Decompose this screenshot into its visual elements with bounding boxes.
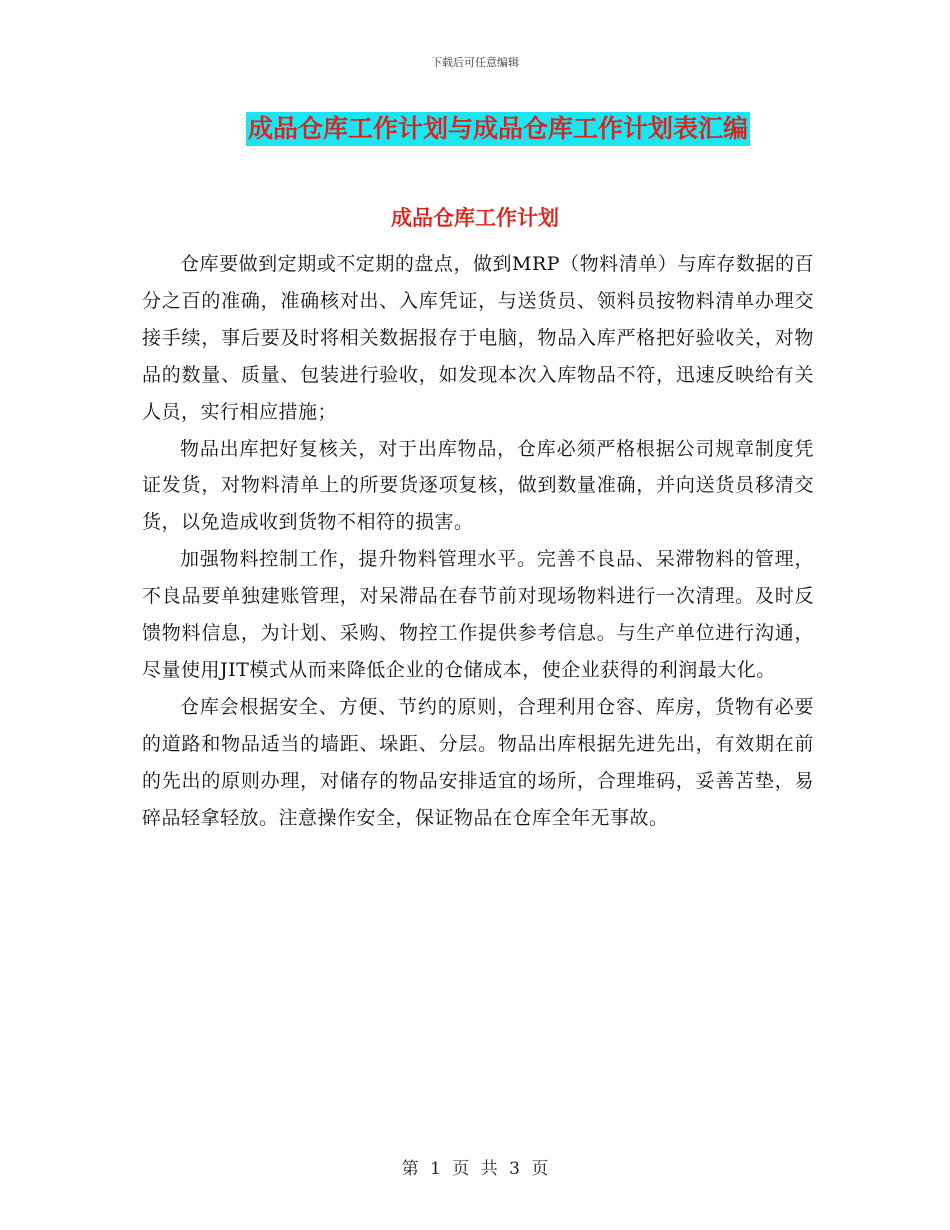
paragraph: 仓库会根据安全、方便、节约的原则，合理利用仓容、库房，货物有必要的道路和物品适当的墙距、垛距、分层。物品出库根据先进先出，有效期在前的先出的原则办理，对储存的物品安排适宜的场所，合理堆码，妥善苫垫，易碎品轻拿轻放。注意操作安全，保证物品在仓库全年无事故。 [142,695,814,829]
document-title-area [0,112,950,146]
document-title: 成品仓库工作计划与成品仓库工作计划表汇编 [246,112,750,146]
paragraph: 加强物料控制工作，提升物料管理水平。完善不良品、呆滞物料的管理，不良品要单独建账管理，对呆滞品在春节前对现场物料进行一次清理。及时反馈物料信息，为计划、采购、物控工作提供参考信息。与生产单位进行沟通，尽量使用JIT模式从而来降低企业的仓储成本，使企业获得的利润最大化。 [142,548,814,681]
page-header-note: 下载后可任意编辑 [431,56,519,69]
page-number-footer: 第 1 页 共 3 页 [401,1159,549,1179]
section-title: 成品仓库工作计划 [391,206,559,230]
document-body [142,246,814,837]
paragraph: 仓库要做到定期或不定期的盘点，做到MRP（物料清单）与库存数据的百分之百的准确，准确核对出、入库凭证，与送货员、领料员按物料清单办理交接手续，事后要及时将相关数据报存于电脑，物品入库严格把好验收关，对物品的数量、质量、包装进行验收，如发现本次入库物品不符，迅速反映给有关人员，实行相应措施； [142,253,814,423]
paragraph: 物品出库把好复核关，对于出库物品，仓库必须严格根据公司规章制度凭证发货，对物料清单上的所要货逐项复核，做到数量准确，并向送货员移清交货，以免造成收到货物不相符的损害。 [142,437,814,534]
